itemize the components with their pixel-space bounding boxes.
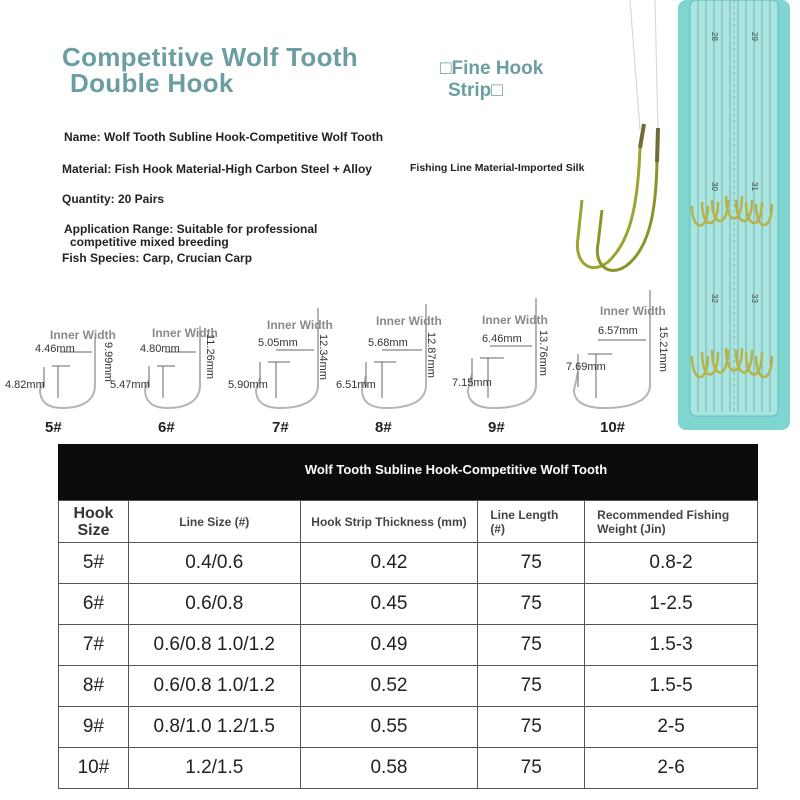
- cell-line: 0.6/0.8 1.0/1.2: [128, 625, 300, 666]
- table-row: [59, 543, 758, 584]
- gap-value: 5.90mm: [228, 379, 268, 391]
- spec-line-material: Fishing Line Material-Imported Silk: [410, 162, 585, 174]
- cell-thickness: 0.55: [300, 707, 478, 748]
- inner-width-label: Inner Width: [376, 314, 442, 328]
- spec-application-2: competitive mixed breeding: [70, 235, 229, 249]
- header-weight-1: Recommended Fishing: [597, 507, 730, 522]
- cell-size: 8#: [59, 666, 129, 707]
- length-value: 13.76mm: [537, 330, 549, 376]
- box-label: 28: [710, 32, 719, 41]
- inner-width-value: 5.05mm: [258, 337, 298, 349]
- cell-size: 9#: [59, 707, 129, 748]
- gap-value: 6.51mm: [336, 379, 376, 391]
- cell-weight: 2-6: [585, 748, 758, 789]
- table-row: [59, 584, 758, 625]
- length-value: 11.26mm: [204, 334, 216, 380]
- inner-width-label: Inner Width: [152, 326, 218, 340]
- cell-weight: 1.5-5: [585, 666, 758, 707]
- cell-thickness: 0.58: [300, 748, 478, 789]
- spec-table: [58, 500, 758, 789]
- gap-value: 7.69mm: [566, 361, 606, 373]
- hook-diagram-10: [566, 290, 669, 436]
- gap-value: 7.15mm: [452, 377, 492, 389]
- cell-line: 0.4/0.6: [128, 543, 300, 584]
- cell-thickness: 0.49: [300, 625, 478, 666]
- cell-weight: 0.8-2: [585, 543, 758, 584]
- spec-material: Material: Fish Hook Material-High Carbon Steel + Alloy: [62, 162, 372, 176]
- hook-size-label: 8#: [375, 419, 392, 436]
- table-title: Wolf Tooth Subline Hook-Competitive Wolf Tooth: [304, 462, 608, 477]
- cell-size: 7#: [59, 625, 129, 666]
- header-line-length-2: (#): [490, 521, 505, 536]
- cell-length: 75: [478, 707, 585, 748]
- hook-diagram-7: [228, 308, 333, 436]
- header-line-length-1: Line Length: [490, 507, 559, 522]
- header-line-length: [478, 501, 585, 543]
- gap-value: 5.47mm: [110, 379, 150, 391]
- cell-weight: 1.5-3: [585, 625, 758, 666]
- cell-length: 75: [478, 666, 585, 707]
- table-row: [59, 748, 758, 789]
- spec-species: Fish Species: Carp, Crucian Carp: [62, 251, 253, 265]
- cell-size: 6#: [59, 584, 129, 625]
- gap-value: 4.82mm: [5, 379, 45, 391]
- cell-line: 0.6/0.8 1.0/1.2: [128, 666, 300, 707]
- hook-size-label: 9#: [488, 419, 505, 436]
- inner-width-value: 4.80mm: [140, 343, 180, 355]
- hook-diagram-8: [336, 304, 442, 436]
- cell-weight: 1-2.5: [585, 584, 758, 625]
- cell-thickness: 0.52: [300, 666, 478, 707]
- box-label: 32: [710, 294, 719, 303]
- cell-size: 10#: [59, 748, 129, 789]
- box-label: 31: [750, 182, 759, 191]
- hero-hooks-image: [560, 0, 680, 290]
- cell-size: 5#: [59, 543, 129, 584]
- table-row: [59, 625, 758, 666]
- cell-line: 0.8/1.0 1.2/1.5: [128, 707, 300, 748]
- cell-length: 75: [478, 625, 585, 666]
- title-line-2: Double Hook: [70, 68, 234, 98]
- hook-diagram-5: [5, 328, 116, 436]
- subtitle-line-2: Strip□: [448, 80, 503, 101]
- spec-name: Name: Wolf Tooth Subline Hook-Competitive Wolf Tooth: [64, 130, 384, 144]
- table-title-bar: [58, 444, 758, 500]
- product-subtitle: [440, 58, 543, 102]
- spec-quantity: Quantity: 20 Pairs: [62, 192, 165, 206]
- length-value: 15.21mm: [657, 326, 669, 372]
- header-hook-size: Hook Size: [59, 501, 129, 543]
- cell-thickness: 0.42: [300, 543, 478, 584]
- length-value: 9.99mm: [102, 342, 114, 382]
- hook-size-label: 10#: [600, 419, 626, 436]
- cell-weight: 2-5: [585, 707, 758, 748]
- hook-size-diagrams: [0, 290, 680, 440]
- header-line-size: Line Size (#): [128, 501, 300, 543]
- box-label: 30: [710, 182, 719, 191]
- header-weight: [585, 501, 758, 543]
- header-strip-thickness: Hook Strip Thickness (mm): [300, 501, 478, 543]
- table-header-row: [59, 501, 758, 543]
- inner-width-value: 4.46mm: [35, 343, 75, 355]
- cell-length: 75: [478, 748, 585, 789]
- inner-width-value: 6.57mm: [598, 325, 638, 337]
- header-weight-2: Weight (Jin): [597, 521, 666, 536]
- hook-size-label: 6#: [158, 419, 175, 436]
- product-title: [62, 44, 358, 96]
- cell-length: 75: [478, 543, 585, 584]
- hook-diagram-6: [110, 326, 218, 436]
- inner-width-value: 6.46mm: [482, 333, 522, 345]
- table-row: [59, 666, 758, 707]
- inner-width-label: Inner Width: [267, 318, 333, 332]
- inner-width-value: 5.68mm: [368, 337, 408, 349]
- inner-width-label: Inner Width: [50, 328, 116, 342]
- inner-width-label: Inner Width: [600, 304, 666, 318]
- inner-width-label: Inner Width: [482, 313, 548, 327]
- hook-diagram-9: [452, 298, 549, 436]
- hook-storage-box: [678, 0, 790, 430]
- hook-size-label: 5#: [45, 419, 62, 436]
- subtitle-line-1: □Fine Hook: [440, 58, 544, 79]
- cell-line: 0.6/0.8: [128, 584, 300, 625]
- box-label: 33: [750, 294, 759, 303]
- table-row: [59, 707, 758, 748]
- title-line-1: Competitive Wolf Tooth: [62, 42, 358, 72]
- box-label: 29: [750, 32, 759, 41]
- length-value: 12.87mm: [425, 332, 437, 378]
- length-value: 12.34mm: [317, 334, 329, 380]
- cell-length: 75: [478, 584, 585, 625]
- hook-size-label: 7#: [272, 419, 289, 436]
- spec-application-1: Application Range: Suitable for professional: [64, 222, 318, 236]
- cell-line: 1.2/1.5: [128, 748, 300, 789]
- cell-thickness: 0.45: [300, 584, 478, 625]
